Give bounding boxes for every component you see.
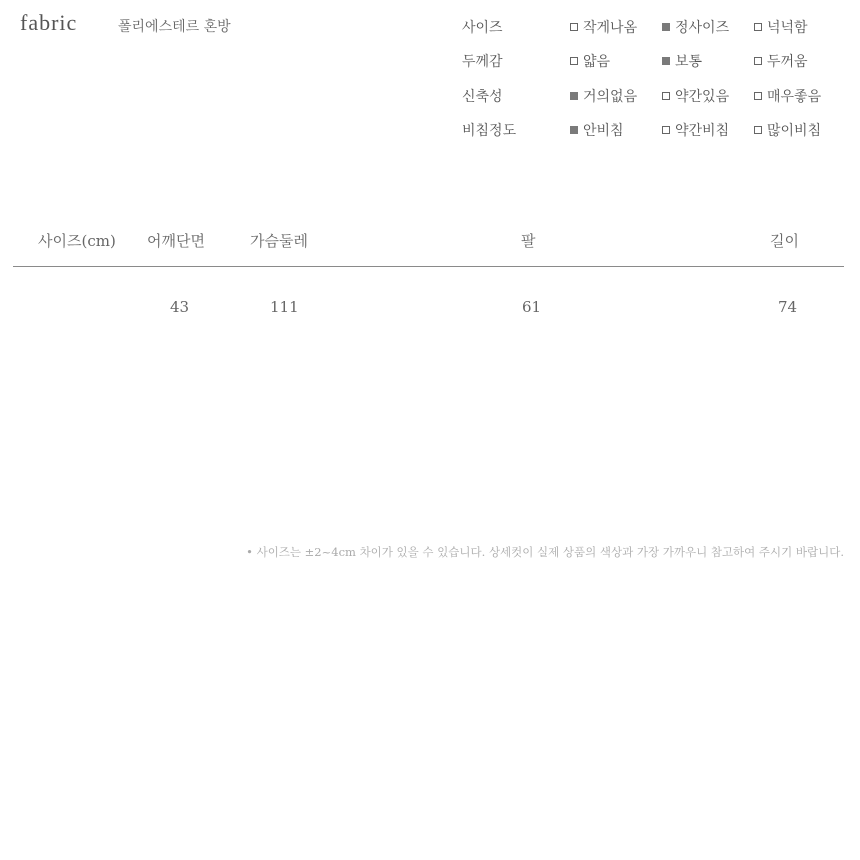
attr-option: 많이비침 (754, 120, 821, 140)
attr-option: 거의없음 (570, 86, 637, 106)
attr-option: 넉넉함 (754, 17, 808, 37)
attr-option: 약간비침 (662, 120, 729, 140)
attr-name: 사이즈 (462, 20, 503, 36)
attr-option: 안비침 (570, 120, 624, 140)
checkbox-empty-icon (754, 92, 762, 100)
attr-name: 두께감 (462, 54, 503, 70)
attr-name: 신축성 (462, 89, 503, 105)
attr-name: 비침정도 (462, 123, 517, 139)
attr-option: 얇음 (570, 51, 610, 71)
checkbox-filled-icon (662, 57, 670, 65)
checkbox-empty-icon (754, 23, 762, 31)
attr-option: 보통 (662, 51, 702, 71)
attr-option: 정사이즈 (662, 17, 729, 37)
checkbox-empty-icon (754, 126, 762, 134)
attr-option: 두꺼움 (754, 51, 808, 71)
table-divider (13, 266, 844, 267)
size-table-header: 길이 (770, 232, 799, 250)
fabric-value: 폴리에스테르 혼방 (118, 19, 231, 35)
size-table-header: 가슴둘레 (250, 232, 308, 250)
attr-option: 작게나옴 (570, 17, 637, 37)
checkbox-filled-icon (570, 92, 578, 100)
size-disclaimer-note: • 사이즈는 ±2~4cm 차이가 있을 수 있습니다. 상세컷이 실제 상품의 색상과 가장 가까우니 참고하여 주시기 바랍니다. (246, 545, 844, 559)
fabric-label: fabric (20, 10, 78, 35)
size-table-header: 사이즈(cm) (38, 232, 116, 250)
size-table-header: 팔 (521, 232, 536, 250)
checkbox-filled-icon (662, 23, 670, 31)
attr-option: 매우좋음 (754, 86, 821, 106)
attr-option: 약간있음 (662, 86, 729, 106)
size-table-cell: 61 (522, 298, 542, 316)
checkbox-empty-icon (570, 57, 578, 65)
checkbox-empty-icon (754, 57, 762, 65)
checkbox-empty-icon (662, 126, 670, 134)
checkbox-empty-icon (662, 92, 670, 100)
size-table-cell: 111 (270, 298, 299, 316)
size-table-header: 어깨단면 (147, 232, 205, 250)
size-table-cell: 74 (778, 298, 798, 316)
checkbox-filled-icon (570, 126, 578, 134)
size-table-cell: 43 (170, 298, 190, 316)
checkbox-empty-icon (570, 23, 578, 31)
